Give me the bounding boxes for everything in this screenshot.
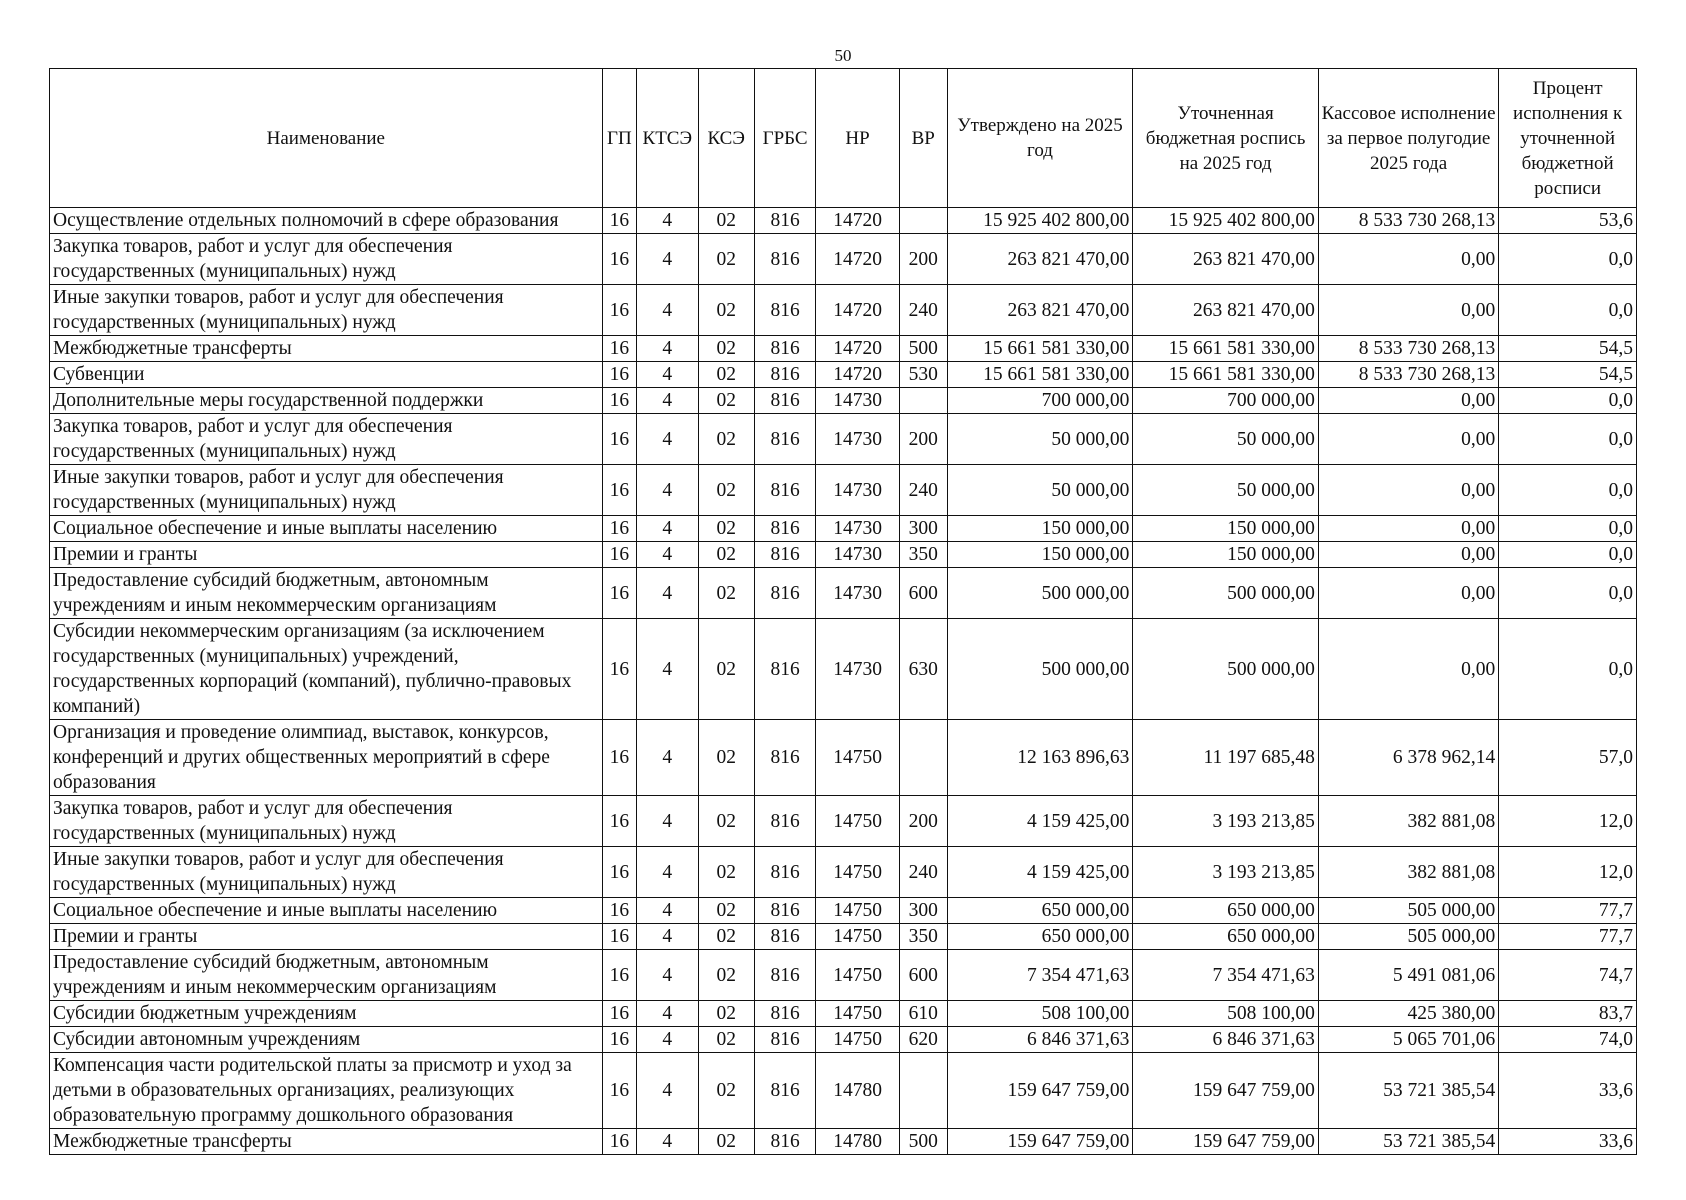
cell-vr: 610 (899, 1001, 947, 1027)
table-row (50, 388, 1637, 414)
cell-vr: 240 (899, 465, 947, 516)
cell-nr: 14730 (816, 414, 899, 465)
table-body (50, 208, 1637, 1155)
cell-percent: 0,0 (1499, 285, 1637, 336)
cell-grbs: 816 (754, 720, 816, 796)
cell-refined: 159 647 759,00 (1133, 1129, 1319, 1155)
cell-nr: 14750 (816, 1001, 899, 1027)
cell-grbs: 816 (754, 234, 816, 285)
cell-kse: 02 (698, 1129, 754, 1155)
cell-approved: 500 000,00 (947, 619, 1133, 720)
cell-name: Субсидии автономным учреждениям (50, 1027, 603, 1053)
table-row (50, 1129, 1637, 1155)
cell-vr (899, 388, 947, 414)
col-header-percent: Процент исполнения к уточненной бюджетной росписи (1499, 69, 1637, 208)
col-header-ktse: КТСЭ (637, 69, 699, 208)
cell-nr: 14720 (816, 362, 899, 388)
cell-percent: 0,0 (1499, 568, 1637, 619)
cell-nr: 14720 (816, 336, 899, 362)
cell-refined: 263 821 470,00 (1133, 285, 1319, 336)
cell-vr: 620 (899, 1027, 947, 1053)
cell-percent: 33,6 (1499, 1129, 1637, 1155)
cell-kse: 02 (698, 336, 754, 362)
cell-approved: 15 661 581 330,00 (947, 336, 1133, 362)
cell-approved: 700 000,00 (947, 388, 1133, 414)
cell-name: Межбюджетные трансферты (50, 1129, 603, 1155)
cell-kse: 02 (698, 285, 754, 336)
cell-approved: 15 925 402 800,00 (947, 208, 1133, 234)
table-row (50, 924, 1637, 950)
cell-name: Иные закупки товаров, работ и услуг для обеспечения государственных (муниципальных) нужд (50, 465, 603, 516)
cell-kse: 02 (698, 208, 754, 234)
cell-kse: 02 (698, 1027, 754, 1053)
cell-kse: 02 (698, 234, 754, 285)
cell-nr: 14720 (816, 208, 899, 234)
cell-gp: 16 (602, 950, 636, 1001)
cell-percent: 74,0 (1499, 1027, 1637, 1053)
cell-name: Компенсация части родительской платы за присмотр и уход за детьми в образовательных организациях, реализующих образовательную программу дошкольного образования (50, 1053, 603, 1129)
cell-grbs: 816 (754, 1027, 816, 1053)
cell-percent: 54,5 (1499, 362, 1637, 388)
col-header-gp: ГП (602, 69, 636, 208)
col-header-kse: КСЭ (698, 69, 754, 208)
cell-kse: 02 (698, 414, 754, 465)
cell-kse: 02 (698, 465, 754, 516)
cell-refined: 15 661 581 330,00 (1133, 362, 1319, 388)
table-row (50, 720, 1637, 796)
cell-grbs: 816 (754, 516, 816, 542)
cell-percent: 0,0 (1499, 542, 1637, 568)
cell-nr: 14750 (816, 950, 899, 1001)
cell-refined: 500 000,00 (1133, 619, 1319, 720)
cell-percent: 74,7 (1499, 950, 1637, 1001)
table-row (50, 285, 1637, 336)
cell-ktse: 4 (637, 362, 699, 388)
cell-grbs: 816 (754, 465, 816, 516)
cell-refined: 159 647 759,00 (1133, 1053, 1319, 1129)
cell-kse: 02 (698, 1001, 754, 1027)
cell-ktse: 4 (637, 950, 699, 1001)
cell-refined: 50 000,00 (1133, 465, 1319, 516)
cell-kse: 02 (698, 950, 754, 1001)
table-row (50, 516, 1637, 542)
cell-approved: 4 159 425,00 (947, 796, 1133, 847)
cell-nr: 14720 (816, 234, 899, 285)
cell-kse: 02 (698, 542, 754, 568)
cell-grbs: 816 (754, 898, 816, 924)
cell-name: Премии и гранты (50, 924, 603, 950)
cell-grbs: 816 (754, 924, 816, 950)
cell-ktse: 4 (637, 336, 699, 362)
cell-grbs: 816 (754, 619, 816, 720)
cell-nr: 14750 (816, 1027, 899, 1053)
cell-ktse: 4 (637, 234, 699, 285)
table-header-row (50, 69, 1637, 208)
cell-approved: 650 000,00 (947, 924, 1133, 950)
cell-percent: 77,7 (1499, 924, 1637, 950)
cell-vr: 530 (899, 362, 947, 388)
cell-nr: 14750 (816, 796, 899, 847)
cell-gp: 16 (602, 1053, 636, 1129)
cell-grbs: 816 (754, 362, 816, 388)
cell-approved: 4 159 425,00 (947, 847, 1133, 898)
col-header-refined: Уточненная бюджетная роспись на 2025 год (1133, 69, 1319, 208)
cell-ktse: 4 (637, 568, 699, 619)
cell-kse: 02 (698, 516, 754, 542)
cell-name: Субвенции (50, 362, 603, 388)
cell-name: Премии и гранты (50, 542, 603, 568)
cell-name: Иные закупки товаров, работ и услуг для обеспечения государственных (муниципальных) нужд (50, 285, 603, 336)
cell-vr: 600 (899, 568, 947, 619)
cell-approved: 159 647 759,00 (947, 1053, 1133, 1129)
cell-cash: 8 533 730 268,13 (1318, 336, 1498, 362)
cell-cash: 382 881,08 (1318, 796, 1498, 847)
cell-kse: 02 (698, 898, 754, 924)
table-row (50, 1027, 1637, 1053)
cell-cash: 53 721 385,54 (1318, 1053, 1498, 1129)
cell-refined: 650 000,00 (1133, 924, 1319, 950)
cell-gp: 16 (602, 542, 636, 568)
cell-name: Предоставление субсидий бюджетным, автономным учреждениям и иным некоммерческим организациям (50, 568, 603, 619)
cell-vr (899, 720, 947, 796)
table-row (50, 414, 1637, 465)
cell-gp: 16 (602, 924, 636, 950)
cell-refined: 3 193 213,85 (1133, 847, 1319, 898)
budget-table (49, 68, 1637, 1155)
cell-nr: 14730 (816, 568, 899, 619)
cell-kse: 02 (698, 1053, 754, 1129)
cell-kse: 02 (698, 388, 754, 414)
col-header-nr: НР (816, 69, 899, 208)
cell-cash: 505 000,00 (1318, 898, 1498, 924)
cell-nr: 14730 (816, 465, 899, 516)
cell-percent: 0,0 (1499, 388, 1637, 414)
cell-cash: 505 000,00 (1318, 924, 1498, 950)
cell-refined: 50 000,00 (1133, 414, 1319, 465)
cell-ktse: 4 (637, 924, 699, 950)
cell-refined: 263 821 470,00 (1133, 234, 1319, 285)
cell-cash: 0,00 (1318, 568, 1498, 619)
cell-grbs: 816 (754, 950, 816, 1001)
cell-gp: 16 (602, 1027, 636, 1053)
cell-gp: 16 (602, 1001, 636, 1027)
cell-vr: 500 (899, 336, 947, 362)
cell-grbs: 816 (754, 796, 816, 847)
table-row (50, 1053, 1637, 1129)
cell-grbs: 816 (754, 414, 816, 465)
cell-percent: 12,0 (1499, 796, 1637, 847)
cell-gp: 16 (602, 285, 636, 336)
cell-ktse: 4 (637, 285, 699, 336)
cell-cash: 8 533 730 268,13 (1318, 208, 1498, 234)
cell-gp: 16 (602, 796, 636, 847)
cell-percent: 0,0 (1499, 465, 1637, 516)
cell-refined: 6 846 371,63 (1133, 1027, 1319, 1053)
cell-kse: 02 (698, 362, 754, 388)
table-row (50, 465, 1637, 516)
table-row (50, 847, 1637, 898)
cell-percent: 57,0 (1499, 720, 1637, 796)
table-row (50, 796, 1637, 847)
cell-grbs: 816 (754, 336, 816, 362)
cell-refined: 15 925 402 800,00 (1133, 208, 1319, 234)
cell-gp: 16 (602, 208, 636, 234)
cell-cash: 0,00 (1318, 516, 1498, 542)
cell-cash: 53 721 385,54 (1318, 1129, 1498, 1155)
cell-name: Социальное обеспечение и иные выплаты населению (50, 516, 603, 542)
cell-percent: 83,7 (1499, 1001, 1637, 1027)
cell-nr: 14780 (816, 1129, 899, 1155)
col-header-grbs: ГРБС (754, 69, 816, 208)
cell-name: Закупка товаров, работ и услуг для обеспечения государственных (муниципальных) нужд (50, 796, 603, 847)
cell-approved: 150 000,00 (947, 542, 1133, 568)
cell-refined: 7 354 471,63 (1133, 950, 1319, 1001)
cell-approved: 150 000,00 (947, 516, 1133, 542)
cell-refined: 700 000,00 (1133, 388, 1319, 414)
cell-refined: 150 000,00 (1133, 516, 1319, 542)
cell-name: Субсидии некоммерческим организациям (за исключением государственных (муниципальных) учреждений, государственных корпораций (компаний), публично-правовых компаний) (50, 619, 603, 720)
cell-approved: 263 821 470,00 (947, 285, 1133, 336)
cell-cash: 0,00 (1318, 465, 1498, 516)
cell-cash: 0,00 (1318, 388, 1498, 414)
cell-nr: 14750 (816, 924, 899, 950)
table-row (50, 208, 1637, 234)
cell-kse: 02 (698, 619, 754, 720)
cell-percent: 12,0 (1499, 847, 1637, 898)
cell-name: Субсидии бюджетным учреждениям (50, 1001, 603, 1027)
cell-name: Дополнительные меры государственной поддержки (50, 388, 603, 414)
cell-gp: 16 (602, 847, 636, 898)
cell-name: Предоставление субсидий бюджетным, автономным учреждениям и иным некоммерческим организациям (50, 950, 603, 1001)
cell-ktse: 4 (637, 388, 699, 414)
cell-grbs: 816 (754, 542, 816, 568)
cell-percent: 77,7 (1499, 898, 1637, 924)
cell-ktse: 4 (637, 542, 699, 568)
cell-gp: 16 (602, 465, 636, 516)
cell-vr: 200 (899, 234, 947, 285)
cell-approved: 50 000,00 (947, 414, 1133, 465)
cell-cash: 8 533 730 268,13 (1318, 362, 1498, 388)
cell-nr: 14730 (816, 516, 899, 542)
cell-name: Социальное обеспечение и иные выплаты населению (50, 898, 603, 924)
cell-refined: 11 197 685,48 (1133, 720, 1319, 796)
cell-cash: 0,00 (1318, 542, 1498, 568)
cell-nr: 14780 (816, 1053, 899, 1129)
cell-percent: 0,0 (1499, 516, 1637, 542)
cell-nr: 14730 (816, 388, 899, 414)
cell-gp: 16 (602, 336, 636, 362)
cell-kse: 02 (698, 796, 754, 847)
cell-ktse: 4 (637, 1053, 699, 1129)
cell-approved: 15 661 581 330,00 (947, 362, 1133, 388)
cell-gp: 16 (602, 898, 636, 924)
cell-gp: 16 (602, 568, 636, 619)
cell-percent: 53,6 (1499, 208, 1637, 234)
cell-gp: 16 (602, 619, 636, 720)
cell-percent: 0,0 (1499, 234, 1637, 285)
cell-grbs: 816 (754, 1129, 816, 1155)
cell-vr: 600 (899, 950, 947, 1001)
cell-grbs: 816 (754, 1053, 816, 1129)
cell-name: Иные закупки товаров, работ и услуг для обеспечения государственных (муниципальных) нужд (50, 847, 603, 898)
cell-refined: 650 000,00 (1133, 898, 1319, 924)
cell-percent: 33,6 (1499, 1053, 1637, 1129)
col-header-name: Наименование (50, 69, 603, 208)
cell-ktse: 4 (637, 847, 699, 898)
cell-cash: 0,00 (1318, 234, 1498, 285)
cell-vr (899, 208, 947, 234)
cell-kse: 02 (698, 720, 754, 796)
cell-ktse: 4 (637, 516, 699, 542)
cell-approved: 6 846 371,63 (947, 1027, 1133, 1053)
cell-vr (899, 1053, 947, 1129)
cell-ktse: 4 (637, 465, 699, 516)
cell-ktse: 4 (637, 1129, 699, 1155)
col-header-vr: ВР (899, 69, 947, 208)
cell-vr: 350 (899, 542, 947, 568)
cell-nr: 14750 (816, 898, 899, 924)
table-row (50, 568, 1637, 619)
cell-approved: 12 163 896,63 (947, 720, 1133, 796)
cell-grbs: 816 (754, 285, 816, 336)
cell-grbs: 816 (754, 388, 816, 414)
cell-gp: 16 (602, 388, 636, 414)
cell-approved: 508 100,00 (947, 1001, 1133, 1027)
table-row (50, 542, 1637, 568)
table-row (50, 950, 1637, 1001)
cell-nr: 14730 (816, 619, 899, 720)
cell-vr: 200 (899, 414, 947, 465)
cell-refined: 508 100,00 (1133, 1001, 1319, 1027)
cell-gp: 16 (602, 362, 636, 388)
cell-vr: 350 (899, 924, 947, 950)
cell-cash: 382 881,08 (1318, 847, 1498, 898)
cell-name: Осуществление отдельных полномочий в сфере образования (50, 208, 603, 234)
cell-vr: 300 (899, 516, 947, 542)
cell-refined: 15 661 581 330,00 (1133, 336, 1319, 362)
cell-ktse: 4 (637, 208, 699, 234)
cell-name: Закупка товаров, работ и услуг для обеспечения государственных (муниципальных) нужд (50, 234, 603, 285)
cell-gp: 16 (602, 234, 636, 285)
table-row (50, 1001, 1637, 1027)
cell-approved: 159 647 759,00 (947, 1129, 1133, 1155)
cell-kse: 02 (698, 568, 754, 619)
cell-vr: 240 (899, 847, 947, 898)
cell-gp: 16 (602, 414, 636, 465)
cell-refined: 150 000,00 (1133, 542, 1319, 568)
cell-percent: 0,0 (1499, 414, 1637, 465)
cell-ktse: 4 (637, 898, 699, 924)
cell-cash: 0,00 (1318, 285, 1498, 336)
cell-nr: 14720 (816, 285, 899, 336)
col-header-cash: Кассовое исполнение за первое полугодие 2025 года (1318, 69, 1498, 208)
cell-ktse: 4 (637, 1027, 699, 1053)
cell-vr: 630 (899, 619, 947, 720)
page-number: 50 (834, 46, 852, 65)
cell-percent: 0,0 (1499, 619, 1637, 720)
col-header-approved: Утверждено на 2025 год (947, 69, 1133, 208)
cell-grbs: 816 (754, 847, 816, 898)
cell-kse: 02 (698, 924, 754, 950)
cell-cash: 0,00 (1318, 414, 1498, 465)
cell-refined: 3 193 213,85 (1133, 796, 1319, 847)
cell-cash: 0,00 (1318, 619, 1498, 720)
cell-ktse: 4 (637, 796, 699, 847)
cell-refined: 500 000,00 (1133, 568, 1319, 619)
cell-approved: 263 821 470,00 (947, 234, 1133, 285)
cell-approved: 7 354 471,63 (947, 950, 1133, 1001)
cell-approved: 650 000,00 (947, 898, 1133, 924)
cell-grbs: 816 (754, 568, 816, 619)
cell-nr: 14750 (816, 720, 899, 796)
cell-nr: 14730 (816, 542, 899, 568)
table-row (50, 898, 1637, 924)
cell-cash: 6 378 962,14 (1318, 720, 1498, 796)
cell-vr: 240 (899, 285, 947, 336)
cell-cash: 425 380,00 (1318, 1001, 1498, 1027)
cell-cash: 5 491 081,06 (1318, 950, 1498, 1001)
cell-nr: 14750 (816, 847, 899, 898)
cell-gp: 16 (602, 516, 636, 542)
cell-approved: 50 000,00 (947, 465, 1133, 516)
cell-kse: 02 (698, 847, 754, 898)
cell-name: Межбюджетные трансферты (50, 336, 603, 362)
cell-ktse: 4 (637, 720, 699, 796)
cell-cash: 5 065 701,06 (1318, 1027, 1498, 1053)
cell-gp: 16 (602, 720, 636, 796)
cell-ktse: 4 (637, 1001, 699, 1027)
cell-percent: 54,5 (1499, 336, 1637, 362)
table-row (50, 362, 1637, 388)
cell-vr: 300 (899, 898, 947, 924)
table-row (50, 619, 1637, 720)
cell-vr: 500 (899, 1129, 947, 1155)
cell-gp: 16 (602, 1129, 636, 1155)
cell-grbs: 816 (754, 208, 816, 234)
cell-name: Закупка товаров, работ и услуг для обеспечения государственных (муниципальных) нужд (50, 414, 603, 465)
cell-approved: 500 000,00 (947, 568, 1133, 619)
table-row (50, 336, 1637, 362)
cell-name: Организация и проведение олимпиад, выставок, конкурсов, конференций и других общественных мероприятий в сфере образования (50, 720, 603, 796)
cell-grbs: 816 (754, 1001, 816, 1027)
table-row (50, 234, 1637, 285)
cell-vr: 200 (899, 796, 947, 847)
cell-ktse: 4 (637, 619, 699, 720)
cell-ktse: 4 (637, 414, 699, 465)
